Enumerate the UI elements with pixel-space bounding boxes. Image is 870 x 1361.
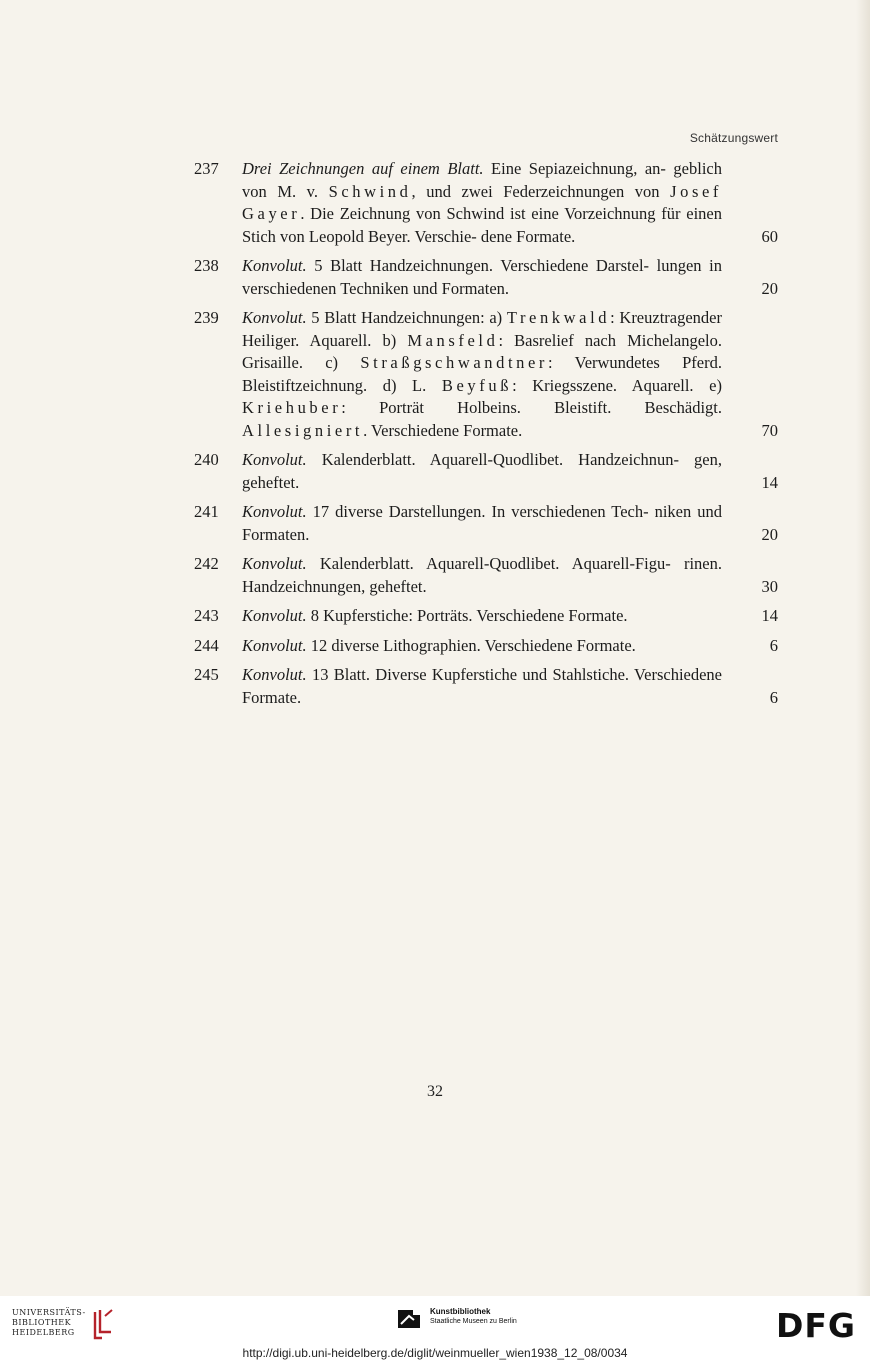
- entry-keyword: Konvolut.: [242, 450, 307, 469]
- entry-text: : Kriegsszene. Aquarell. e): [512, 375, 722, 395]
- artist-name: Straßgschwandtner: [360, 353, 549, 372]
- entry-keyword: Konvolut.: [242, 256, 307, 275]
- entry-description: [242, 635, 722, 658]
- entry-text: Eine Sepiazeichnung, an- geblich von M. v.: [242, 159, 722, 201]
- entry-number: 240: [194, 450, 219, 469]
- catalog-entry: [194, 307, 786, 442]
- catalog-entry: [194, 255, 786, 300]
- entry-keyword: Konvolut.: [242, 502, 307, 521]
- estimated-value: 6: [769, 635, 778, 655]
- artist-name: Trenkwald: [506, 308, 611, 327]
- entry-description: [242, 553, 722, 598]
- entry-text: : Basrelief nach Michelangelo. Grisaille. c): [242, 330, 722, 372]
- entry-text: : Verwundetes Pferd. Bleistiftzeichnung. d) L.: [242, 353, 722, 395]
- catalog-entry: [194, 605, 786, 628]
- entry-keyword: Drei Zeichnungen auf einem Blatt.: [242, 159, 484, 178]
- entry-keyword: Konvolut.: [242, 635, 307, 655]
- entry-description: [242, 605, 722, 628]
- entry-description: [242, 255, 722, 300]
- page-edge-shadow: [856, 0, 870, 1296]
- estimated-value: 14: [761, 606, 778, 625]
- entry-text: Kalenderblatt. Aquarell-Quodlibet. Aquarell-Figu- rinen. Handzeichnungen, geheftet.: [242, 554, 722, 596]
- entry-number: 242: [194, 554, 219, 573]
- estimated-value: 20: [761, 278, 778, 298]
- footer-bar: [0, 1296, 870, 1361]
- entry-keyword: Konvolut.: [242, 665, 307, 684]
- entry-text: 12 diverse Lithographien. Verschiedene Formate.: [306, 635, 636, 655]
- estimated-value: 30: [761, 576, 778, 596]
- entry-number: 244: [194, 635, 219, 655]
- entry-keyword: Konvolut.: [242, 554, 307, 573]
- dfg-logo[interactable]: DFG: [775, 1306, 856, 1345]
- entry-text: 5 Blatt Handzeichnungen: a): [306, 308, 507, 327]
- entry-number: 237: [194, 159, 219, 178]
- artist-name: Allesigniert: [242, 420, 364, 440]
- ub-heidelberg-logo-icon: [92, 1308, 114, 1342]
- entry-text: 13 Blatt. Diverse Kupferstiche und Stahlstiche. Verschiedene Formate.: [242, 665, 722, 707]
- entry-text: : Porträt Holbeins. Bleistift. Beschädigt.: [341, 398, 722, 417]
- entry-text: 5 Blatt Handzeichnungen. Verschiedene Darstel- lungen in verschiedenen Techniken und Formaten.: [242, 256, 722, 298]
- kunstbibliothek-name: Kunstbibliothek Staatliche Museen zu Berlin: [430, 1307, 517, 1325]
- entry-keyword: Konvolut.: [242, 606, 307, 625]
- entry-description: [242, 501, 722, 546]
- catalog-entry: [194, 501, 786, 546]
- entry-number: 239: [194, 308, 219, 327]
- estimated-value: 14: [761, 472, 778, 492]
- estimated-value: 70: [761, 420, 778, 440]
- kunstbibliothek-logo[interactable]: [398, 1306, 517, 1332]
- entry-description: [242, 664, 722, 709]
- entry-number: 243: [194, 606, 219, 625]
- entry-text: . Die Zeichnung von Schwind ist eine Vorzeichnung für einen Stich von Leopold Beyer. Verschie- dene Formate.: [242, 204, 722, 246]
- estimated-value: 20: [761, 524, 778, 544]
- university-library-logo[interactable]: [12, 1308, 114, 1342]
- entry-keyword: Konvolut.: [242, 308, 307, 327]
- entry-description: [242, 158, 722, 248]
- estimated-value: 6: [769, 687, 778, 707]
- catalog-entry: [194, 449, 786, 494]
- artist-name: Mansfeld: [407, 330, 499, 350]
- catalog-entry: [194, 553, 786, 598]
- entry-number: 238: [194, 256, 219, 275]
- entry-text: : Kreuztragender Heiliger. Aquarell. b): [242, 308, 722, 350]
- document-url[interactable]: http://digi.ub.uni-heidelberg.de/diglit/weinmueller_wien1938_12_08/0034: [242, 1346, 628, 1360]
- entry-text: , und zwei Federzeichnungen von: [411, 181, 671, 201]
- artist-name: Kriehuber: [242, 398, 342, 417]
- page-number: 32: [427, 1083, 443, 1100]
- entry-text: Kalenderblatt. Aquarell-Quodlibet. Handzeichnun- gen, geheftet.: [242, 450, 722, 492]
- catalog-entries: [194, 158, 786, 716]
- column-header: Schätzungswert: [689, 131, 778, 145]
- entry-number: 241: [194, 502, 219, 521]
- artist-name: Beyfuß: [441, 375, 513, 395]
- artist-name: Josef Gayer: [242, 181, 722, 223]
- catalog-entry: [194, 158, 786, 248]
- entry-number: 245: [194, 665, 219, 684]
- entry-text: . Verschiedene Formate.: [363, 420, 523, 440]
- kunstbibliothek-logo-icon: [398, 1306, 424, 1332]
- artist-name: Schwind: [328, 181, 412, 201]
- catalog-entry: [194, 664, 786, 709]
- catalog-entry: [194, 635, 786, 658]
- university-library-name: UNIVERSITÄTS- BIBLIOTHEK HEIDELBERG: [12, 1308, 86, 1337]
- entry-text: 8 Kupferstiche: Porträts. Verschiedene Formate.: [306, 606, 628, 625]
- entry-description: [242, 449, 722, 494]
- entry-text: 17 diverse Darstellungen. In verschiedenen Tech- niken und Formaten.: [242, 502, 722, 544]
- estimated-value: 60: [761, 226, 778, 246]
- entry-description: [242, 307, 722, 442]
